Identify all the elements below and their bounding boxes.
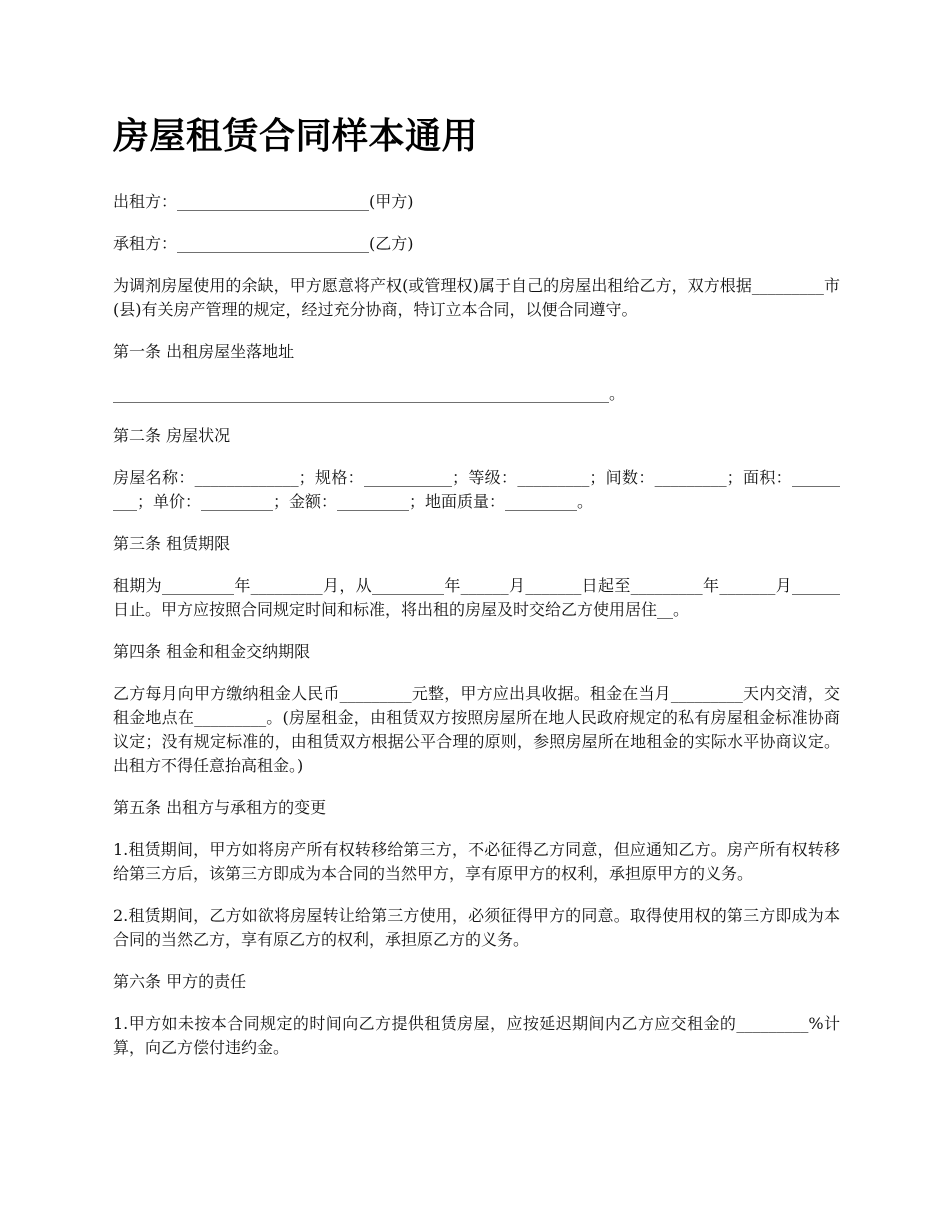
article-2-paragraph: 房屋名称：_____________；规格：___________；等级：_________；间数：_________；面积：_________；单价：_________；金额：_________；地面质量：_________。	[113, 468, 840, 511]
article-4-paragraph: 乙方每月向甲方缴纳租金人民币_________元整，甲方应出具收据。租金在当月_________天内交清，交租金地点在_________。(房屋租金，由租赁双方按照房屋所在地人民政府规定的私有房屋租金标准协商议定；没有规定标准的，由租赁双方根据公平合理的原则，参照房屋所在地租金的实际水平协商议定。出租方不得任意抬高租金。)	[113, 684, 840, 775]
intro-paragraph: 为调剂房屋使用的余缺，甲方愿意将产权(或管理权)属于自己的房屋出租给乙方，双方根据_________市(县)有关房产管理的规定，经过充分协商，特订立本合同，以便合同遵守。	[113, 276, 840, 319]
article-5-clause-1: 1.租赁期间，甲方如将房产所有权转移给第三方，不必征得乙方同意，但应通知乙方。房产所有权转移给第三方后，该第三方即成为本合同的当然甲方，享有原甲方的权利，承担原甲方的义务。	[113, 840, 840, 883]
article-5-heading: 第五条 出租方与承租方的变更	[113, 798, 327, 817]
article-4-heading: 第四条 租金和租金交纳期限	[113, 642, 311, 661]
article-6-heading: 第六条 甲方的责任	[113, 972, 247, 991]
lessee-line: 承租方：________________________(乙方)	[113, 234, 414, 253]
article-6-clause-1: 1.甲方如未按本合同规定的时间向乙方提供租赁房屋，应按延迟期间内乙方应交租金的_________%计算，向乙方偿付违约金。	[113, 1014, 840, 1057]
article-1-heading: 第一条 出租房屋坐落地址	[113, 342, 295, 361]
lessor-line: 出租方：________________________(甲方)	[113, 192, 414, 211]
document-title: 房屋租赁合同样本通用	[113, 115, 479, 157]
article-1-address-blank: ______________________________________________________________。	[113, 384, 625, 403]
article-3-heading: 第三条 租赁期限	[113, 534, 231, 553]
article-2-heading: 第二条 房屋状况	[113, 426, 231, 445]
article-5-clause-2: 2.租赁期间，乙方如欲将房屋转让给第三方使用，必须征得甲方的同意。取得使用权的第三方即成为本合同的当然乙方，享有原乙方的权利，承担原乙方的义务。	[113, 906, 840, 949]
document-body	[113, 110, 840, 1078]
article-3-paragraph: 租期为_________年_________月，从_________年______月_______日起至_________年_______月______日止。甲方应按照合同规定时间和标准，将出租的房屋及时交给乙方使用居住__。	[113, 576, 840, 619]
